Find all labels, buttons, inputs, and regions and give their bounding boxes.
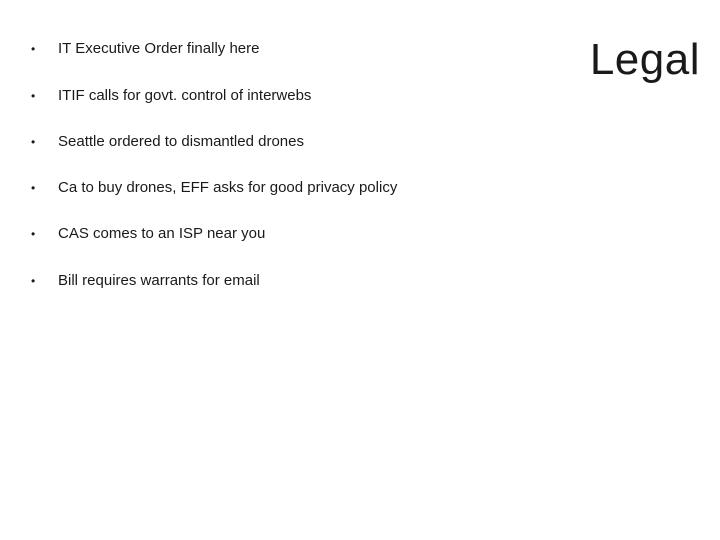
bullet-dot-icon: • bbox=[31, 274, 36, 288]
bullet-item bbox=[0, 271, 500, 291]
bullet-text: Seattle ordered to dismantled drones bbox=[58, 133, 304, 150]
bullet-text: CAS comes to an ISP near you bbox=[58, 225, 266, 242]
bullet-text: ITIF calls for govt. control of interwebs bbox=[58, 87, 312, 104]
bullet-dot-icon: • bbox=[31, 42, 36, 56]
slide-title: Legal bbox=[589, 35, 700, 84]
bullet-dot-icon: • bbox=[31, 181, 36, 195]
bullet-item bbox=[0, 39, 500, 59]
bullet-item bbox=[0, 224, 500, 244]
bullet-text: Bill requires warrants for email bbox=[58, 272, 260, 289]
bullet-item bbox=[0, 86, 500, 106]
bullet-dot-icon: • bbox=[31, 135, 36, 149]
bullet-item bbox=[0, 178, 500, 198]
bullet-text: Ca to buy drones, EFF asks for good privacy policy bbox=[58, 179, 398, 196]
bullet-text: IT Executive Order finally here bbox=[58, 40, 260, 57]
bullet-item bbox=[0, 132, 500, 152]
bullet-dot-icon: • bbox=[31, 89, 36, 103]
bullet-dot-icon: • bbox=[31, 227, 36, 241]
